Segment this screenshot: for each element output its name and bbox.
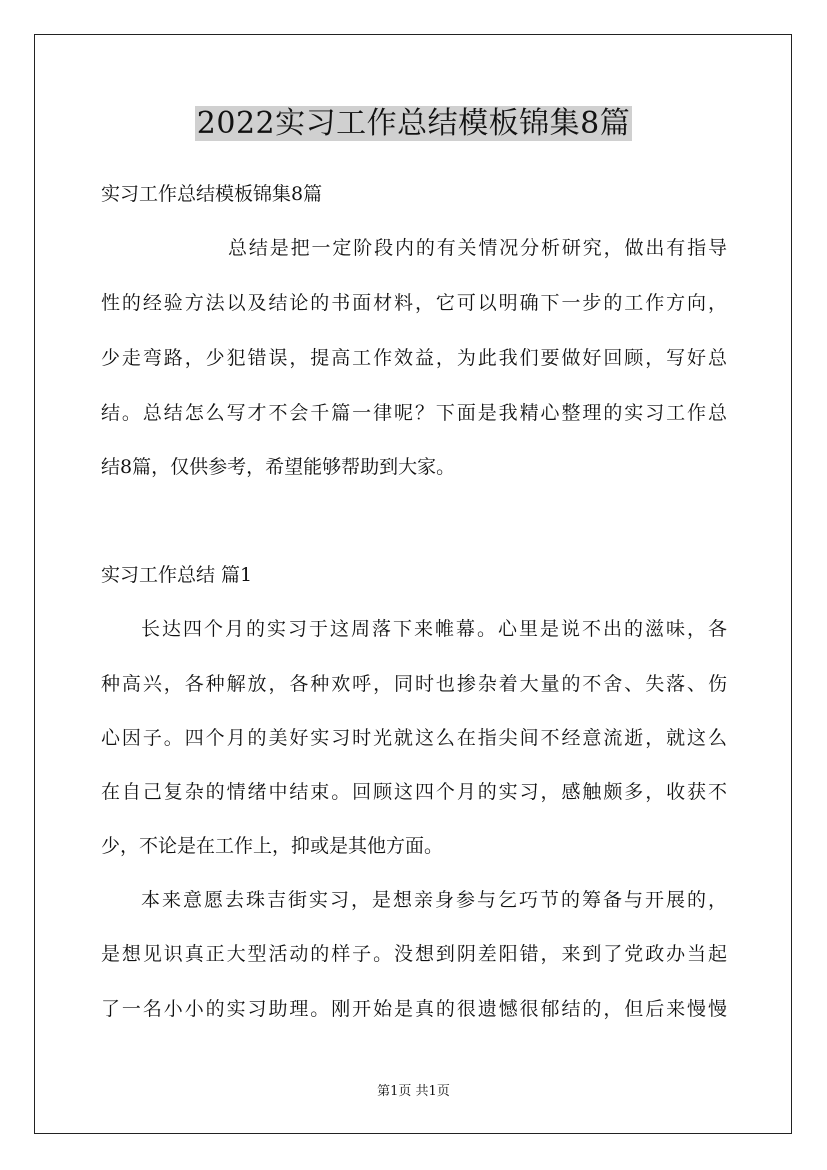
document-title-text: 2022实习工作总结模板锦集8篇 xyxy=(196,106,631,141)
para1-line-2: 种高兴，各种解放，各种欢呼，同时也掺杂着大量的不舍、失落、伤 xyxy=(101,673,727,695)
para2-line-1: 本来意愿去珠吉街实习，是想亲身参与乞巧节的筹备与开展的， xyxy=(141,889,727,911)
para2-line-2: 是想见识真正大型活动的样子。没想到阴差阳错，来到了党政办当起 xyxy=(101,943,727,965)
para1-line-1: 长达四个月的实习于这周落下来帷幕。心里是说不出的滋味，各 xyxy=(141,618,727,640)
page-footer: 第1页 共1页 xyxy=(377,1084,450,1099)
intro-line-3: 少走弯路，少犯错误，提高工作效益，为此我们要做好回顾，写好总 xyxy=(101,347,727,369)
intro-line-2: 性的经验方法以及结论的书面材料，它可以明确下一步的工作方向， xyxy=(101,292,727,314)
intro-line-4: 结。总结怎么写才不会千篇一律呢？下面是我精心整理的实习工作总 xyxy=(101,402,727,424)
para1-line-3: 心因子。四个月的美好实习时光就这么在指尖间不经意流逝，就这么 xyxy=(101,727,727,749)
section-heading: 实习工作总结 篇1 xyxy=(101,564,253,586)
para1-line-5: 少，不论是在工作上，抑或是其他方面。 xyxy=(101,835,444,857)
para1-line-4: 在自己复杂的情绪中结束。回顾这四个月的实习，感触颇多，收获不 xyxy=(101,781,727,803)
para2-line-3: 了一名小小的实习助理。刚开始是真的很遗憾很郁结的，但后来慢慢 xyxy=(101,998,727,1020)
document-subtitle: 实习工作总结模板锦集8篇 xyxy=(101,183,323,205)
document-title xyxy=(0,102,827,146)
intro-line-1: 总结是把一定阶段内的有关情况分析研究，做出有指导 xyxy=(228,237,727,259)
intro-line-5: 结8篇，仅供参考，希望能够帮助到大家。 xyxy=(101,456,456,478)
